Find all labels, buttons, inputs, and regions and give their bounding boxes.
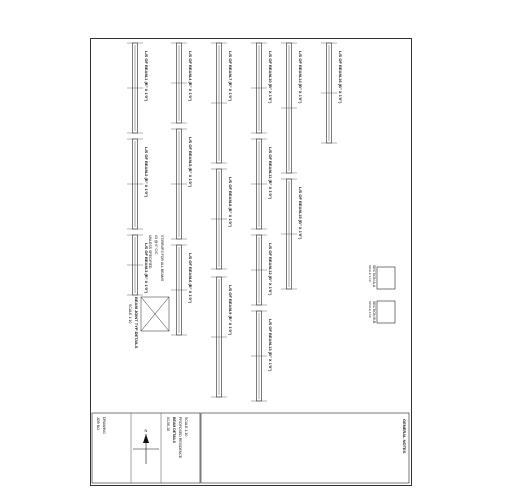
section-b-label: SECTION B-B — [372, 301, 376, 324]
joint-detail-title: BEAM JOINT TYP DETAILS — [134, 297, 139, 349]
beam-elevation — [171, 43, 193, 123]
beam-elevation-label: L/S OF BEAM-13 (B" X 1'0") — [268, 319, 273, 372]
stirrup-note-block — [148, 235, 164, 282]
beam-elevation-label: L/S OF BEAM-12 (B" X 1'0") — [268, 243, 273, 296]
notes-box — [201, 413, 409, 483]
beam-elevation — [281, 179, 303, 289]
beam-sections — [368, 265, 395, 324]
beam-elevation — [211, 169, 233, 269]
beam-elevation — [251, 43, 273, 133]
unless-specified-note: UNLESS SPECIFIED — [148, 235, 152, 269]
beam-elevation-label: L/S OF BEAM-6 (B" X 1'0") — [188, 253, 193, 304]
joint-scale-note: SCALE 1:10 — [128, 304, 132, 324]
title-client: PROPOSED RESIDENCE — [178, 417, 182, 459]
beam-elevation — [251, 311, 273, 401]
beam-elevation — [171, 245, 193, 335]
title-date: 01-06-18 — [166, 417, 170, 432]
beam-elevation — [251, 235, 273, 305]
beam-elevation-label: L/S OF BEAM-2 (B" X 1'0") — [144, 147, 149, 198]
beam-elevations — [127, 43, 343, 401]
section-a-scale: SCALE 1:10 — [368, 265, 372, 282]
notes-title: GENERAL NOTES — [402, 419, 407, 454]
title-job-no: JOB NO. — [96, 417, 100, 432]
beam-elevation-label: L/S OF BEAM-1 (B" X 1'0") — [144, 51, 149, 102]
beam-elevation-label: L/S OF BEAM-4 (B" X 1'0") — [188, 51, 193, 102]
north-arrow-icon — [133, 428, 159, 464]
section-a-outline — [377, 267, 395, 289]
beam-elevation — [211, 277, 233, 397]
beam-elevation-label: L/S OF BEAM-5 (B" X 1'0") — [188, 137, 193, 188]
general-notes — [201, 413, 409, 483]
title-scale: SCALE 1:10 — [184, 417, 188, 437]
beam-elevation — [281, 43, 303, 173]
title-drawing: DRAWING — [102, 417, 106, 434]
stirrup-note: STIRRUPS FOR ALL BEAMS — [160, 235, 164, 282]
beam-elevation-label: L/S OF BEAM-7 (B" X 1'0") — [228, 51, 233, 102]
beam-elevation-label: L/S OF BEAM-11 (B" X 1'0") — [268, 147, 273, 200]
section-a-label: SECTION A-A — [372, 265, 376, 288]
beam-elevation — [321, 43, 343, 143]
beam-elevation-label: L/S OF BEAM-10 (B" X 1'0") — [268, 51, 273, 104]
beam-elevation — [171, 129, 193, 239]
beam-elevation — [127, 235, 149, 295]
north-arrow-label: N — [144, 428, 148, 433]
beam-elevation — [127, 43, 149, 133]
beam-elevation-label: L/S OF BEAM-15 (B" X 1'0") — [298, 187, 303, 240]
beam-detail-drawing — [91, 39, 411, 485]
beam-elevation — [251, 139, 273, 229]
beam-elevation — [211, 43, 233, 163]
beam-elevation-label: L/S OF BEAM-3 (B" X 1'0") — [144, 243, 149, 294]
title-drawing-title: BEAM DETAILS — [172, 417, 176, 443]
section-b-outline — [377, 301, 395, 323]
title-block — [92, 413, 200, 483]
stirrup-spec: #3 @ 6" C/C — [154, 235, 158, 255]
beam-elevation — [127, 139, 149, 229]
beam-elevation-label: L/S OF BEAM-8 (B" X 1'0") — [228, 177, 233, 228]
beam-elevation-label: L/S OF BEAM-16 (B" X 1'0") — [338, 51, 343, 104]
beam-elevation-label: L/S OF BEAM-9 (B" X 1'0") — [228, 285, 233, 336]
beam-elevation-label: L/S OF BEAM-14 (B" X 1'0") — [298, 51, 303, 104]
section-b-scale: SCALE 1:10 — [368, 301, 372, 318]
beam-joint-detail — [128, 297, 169, 349]
drawing-sheet — [90, 38, 412, 486]
